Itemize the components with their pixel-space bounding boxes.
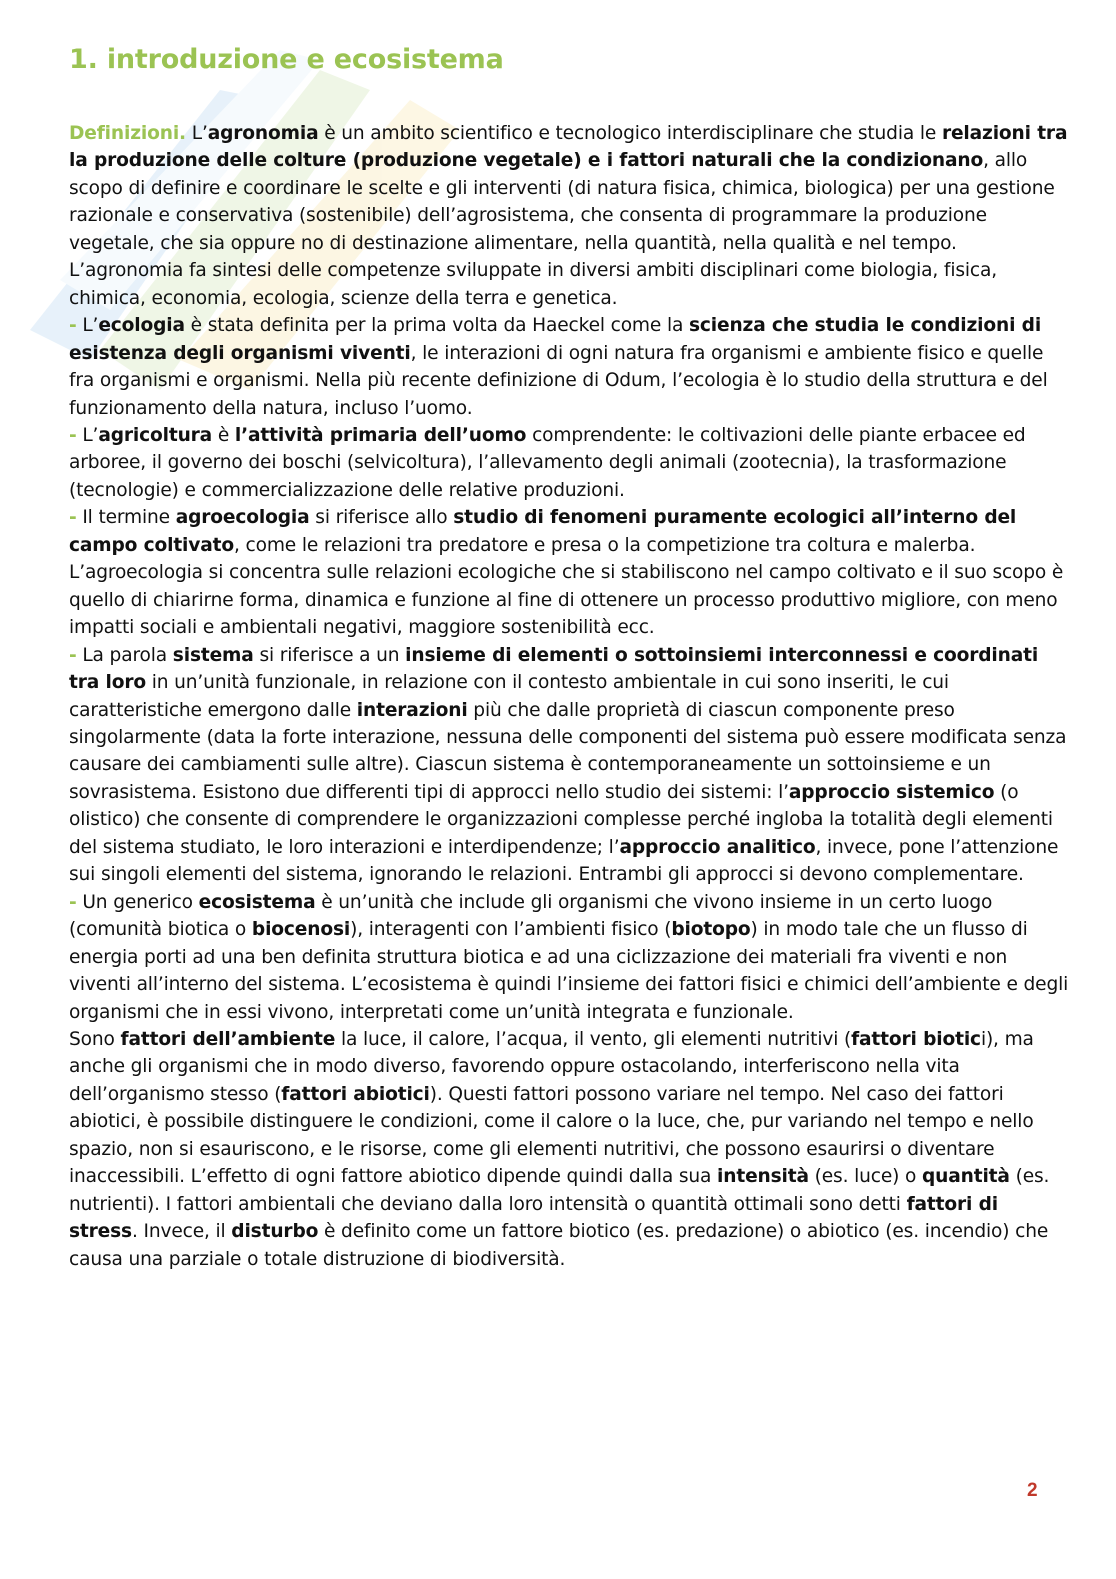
body-text [69,120,1069,1273]
text-run: L’ [76,315,99,337]
bold-term: approccio analitico [619,836,816,858]
bold-term: agroecologia [175,507,310,529]
text-run: Sono [69,1028,121,1050]
text-run: è stata definita per la prima volta da Haeckel come la [184,315,689,337]
bullet-dash: - [69,891,77,913]
paragraph [69,504,1069,641]
bold-term: biocenosi [251,919,351,941]
bold-term: ecosistema [198,891,316,913]
text-run: Il termine [76,507,176,529]
paragraph [69,120,1069,312]
text-run: Un generico [76,891,199,913]
text-run: è un ambito scientifico e tecnologico interdisciplinare che studia le [318,123,942,144]
text-run: comprendente: le coltivazioni delle piante erbacee ed arboree, il governo dei boschi (selvicoltura), l’allevamento degli animali (zootecnia), la trasformazione (tecnologie) e commercializzazione delle relative produzioni. [69,424,1026,501]
text-run: (o olistico) che consente di comprendere le organizzazioni complesse perché ingloba la totalità degli elementi del sistema studiato, le loro interazioni e interdipendenze; l’ [69,781,1053,858]
text-run: si riferisce allo [309,507,454,529]
bold-term: approccio sistemico [788,781,995,803]
paragraph [69,1026,1069,1273]
page-number: 2 [1027,1480,1038,1501]
text-run: è un’unità che include gli organismi che vivono insieme in un certo luogo (comunità biotica o [69,891,993,941]
bold-term: fattori di stress [69,1193,998,1243]
bold-term: fattori abiotici [281,1083,430,1105]
text-run: (es. nutrienti). I fattori ambientali che deviano dalla loro intensità o quantità ottimali sono detti [69,1166,1050,1215]
text-run: in un’unità funzionale, in relazione con il contesto ambientale in cui sono inseriti, le cui caratteristiche emergono dalle [69,672,949,721]
bold-term: intensità [717,1166,809,1188]
paragraph [69,642,1069,889]
bold-term: quantità [921,1166,1010,1188]
text-run: ) in modo tale che un flusso di energia porti ad una ben definita struttura biotica e ad una ciclizzazione dei materiali fra viventi e non viventi all’interno del sistema. L’ecosistema è quindi l’insieme dei fattori fisici e chimici dell’ambiente e degli organismi che in essi vivono, interpretati come un’unità integrata e funzionale. [69,919,1069,1023]
bold-term: relazioni tra la produzione delle colture (produzione vegetale) e i fattori naturali che la condizionano [69,123,1068,172]
bold-term: fattori biotic [851,1028,981,1050]
bold-term: studio di fenomeni puramente ecologici all’interno del campo coltivato [69,507,1017,556]
paragraph [69,312,1069,422]
page-title: 1. introduzione e ecosistema [69,44,504,75]
bold-term: scienza che studia le condizioni di esistenza degli organismi viventi [69,315,1042,364]
bold-term: disturbo [231,1221,319,1243]
text-run: i), ma anche gli organismi che in modo diverso, favorendo oppure ostacolando, interferiscono nella vita dell’organismo stesso ( [69,1028,1034,1105]
bold-term: agricoltura [98,424,213,446]
text-run: , come le relazioni tra predatore e presa o la competizione tra coltura e malerba. L’agroecologia si concentra sulle relazioni ecologiche che si stabiliscono nel campo coltivato e il suo scopo è quello di chiarirne forma, dinamica e funzione al fine di ottenere un processo produttivo migliore, con meno impatti sociali e ambientali negativi, maggiore sostenibilità ecc. [69,534,1064,639]
bold-term: biotopo [671,919,751,941]
text-run: , invece, pone l’attenzione sui singoli elementi del sistema, ignorando le relazioni. Entrambi gli approcci si devono complementare. [69,836,1059,886]
paragraph [69,889,1069,1026]
text-run: è definito come un fattore biotico (es. predazione) o abiotico (es. incendio) che causa una parziale o totale distruzione di biodiversità. [69,1221,1049,1270]
text-run: , le interazioni di ogni natura fra organismi e ambiente fisico e quelle fra organismi e organismi. Nella più recente definizione di Odum, l’ecologia è lo studio della struttura e del funzionamento della natura, incluso l’uomo. [69,342,1048,419]
section-label: Definizioni. [69,123,186,144]
text-run: ), interagenti con l’ambienti fisico ( [350,919,672,941]
text-run: si riferisce a un [253,644,406,666]
text-run: La parola [76,644,173,666]
bullet-dash: - [69,507,77,529]
paragraph [69,422,1069,504]
text-run: più che dalle proprietà di ciascun componente preso singolarmente (data la forte interazione, nessuna delle componenti del sistema può essere modificata senza causare dei cambiamenti sulle altre). Ciascun sistema è contemporaneamente un sottoinsieme e un sovrasistema. Esistono due differenti tipi di approcci nello studio dei sistemi: l’ [69,699,1067,803]
text-run: L’ [185,123,208,144]
text-run: ). Questi fattori possono variare nel tempo. Nel caso dei fattori abiotici, è possibile distinguere le condizioni, come il calore o la luce, che, pur variando nel tempo e nello spazio, non si esauriscono, e le risorse, come gli elementi nutritivi, che possono esaurirsi o diventare inaccessibili. L’effetto di ogni fattore abiotico dipende quindi dalla sua [69,1083,1034,1188]
text-run: , allo scopo di definire e coordinare le scelte e gli interventi (di natura fisica, chimica, biologica) per una gestione razionale e conservativa (sostenibile) dell’agrosistema, che consenta di programmare la produzione vegetale, che sia oppure no di destinazione alimentare, nella quantità, nella qualità e nel tempo. L’agronomia fa sintesi delle competenze sviluppate in diversi ambiti disciplinari come biologia, fisica, chimica, economia, ecologia, scienze della terra e genetica. [69,150,1055,309]
text-run: la luce, il calore, l’acqua, il vento, gli elementi nutritivi ( [335,1028,852,1050]
bullet-dash: - [69,315,77,337]
text-run: (es. luce) o [808,1166,922,1188]
bold-term: ecologia [98,315,185,337]
bold-term: l’attività primaria dell’uomo [234,424,527,446]
text-run: . Invece, il [131,1221,232,1243]
bold-term: fattori dell’ambiente [120,1028,336,1050]
bold-term: interazioni [356,699,468,721]
bold-term: agronomia [207,123,319,144]
bold-term: sistema [172,644,254,666]
bold-term: insieme di elementi o sottoinsiemi interconnessi e coordinati tra loro [69,644,1039,694]
bullet-dash: - [69,424,77,446]
bullet-dash: - [69,644,77,666]
text-run: è [212,424,235,446]
text-run: L’ [76,424,99,446]
